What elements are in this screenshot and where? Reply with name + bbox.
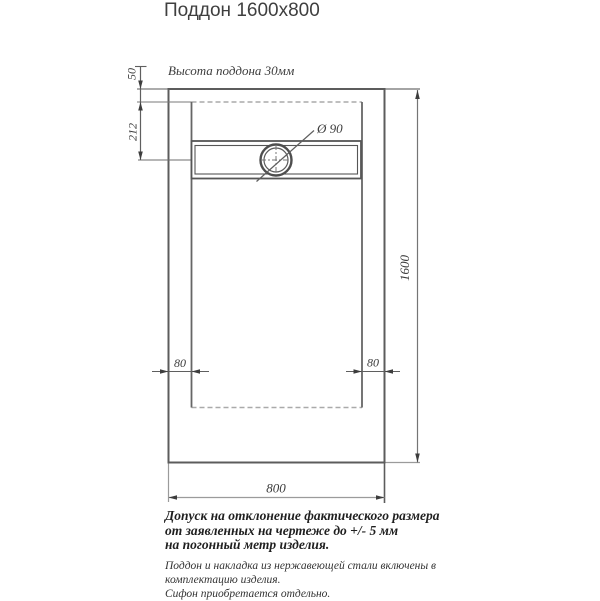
tolerance-note-line: Допуск на отклонение фактического размера [165,508,440,523]
tolerance-note-line: от заявленных на чертеже до +/- 5 мм [165,522,399,538]
included-note-line: комплектацию изделия. [165,574,281,586]
dim-80-left [152,356,209,374]
dim-212-label: 212 [125,123,140,141]
dim-1600-label: 1600 [397,255,412,281]
dim-800-label: 800 [266,480,286,496]
arrowhead [415,454,420,463]
tolerance-note-line: на погонный метр изделия. [165,537,330,552]
arrowhead [415,90,420,99]
diameter-label: Ø 90 [317,121,343,136]
arrowhead [376,495,385,500]
dim-800-bottom [169,481,385,500]
included-note-line: Сифон приобретается отдельно. [165,588,331,600]
page-title: Поддон 1600x800 [164,0,320,21]
arrowhead [385,369,394,374]
included-note [165,559,436,601]
arrowhead [169,495,178,500]
dim-80-right [346,356,400,374]
included-note-line: Поддон и накладка из нержавеющей стали включены в [165,560,437,572]
dim-80-right-label: 80 [367,355,379,370]
arrowhead [138,81,143,90]
dim-50-label: 50 [124,68,139,80]
arrowhead [192,369,201,374]
dim-80-left-label: 80 [174,356,186,370]
arrowhead [354,369,363,374]
drain-channel [138,141,361,179]
arrowhead [160,369,169,374]
dim-left [125,66,147,160]
dim-right-1600 [397,90,420,463]
height-note: Высота поддона 30мм [168,63,295,78]
arrowhead [138,102,143,111]
tolerance-note [165,509,440,553]
arrowhead [138,152,143,161]
